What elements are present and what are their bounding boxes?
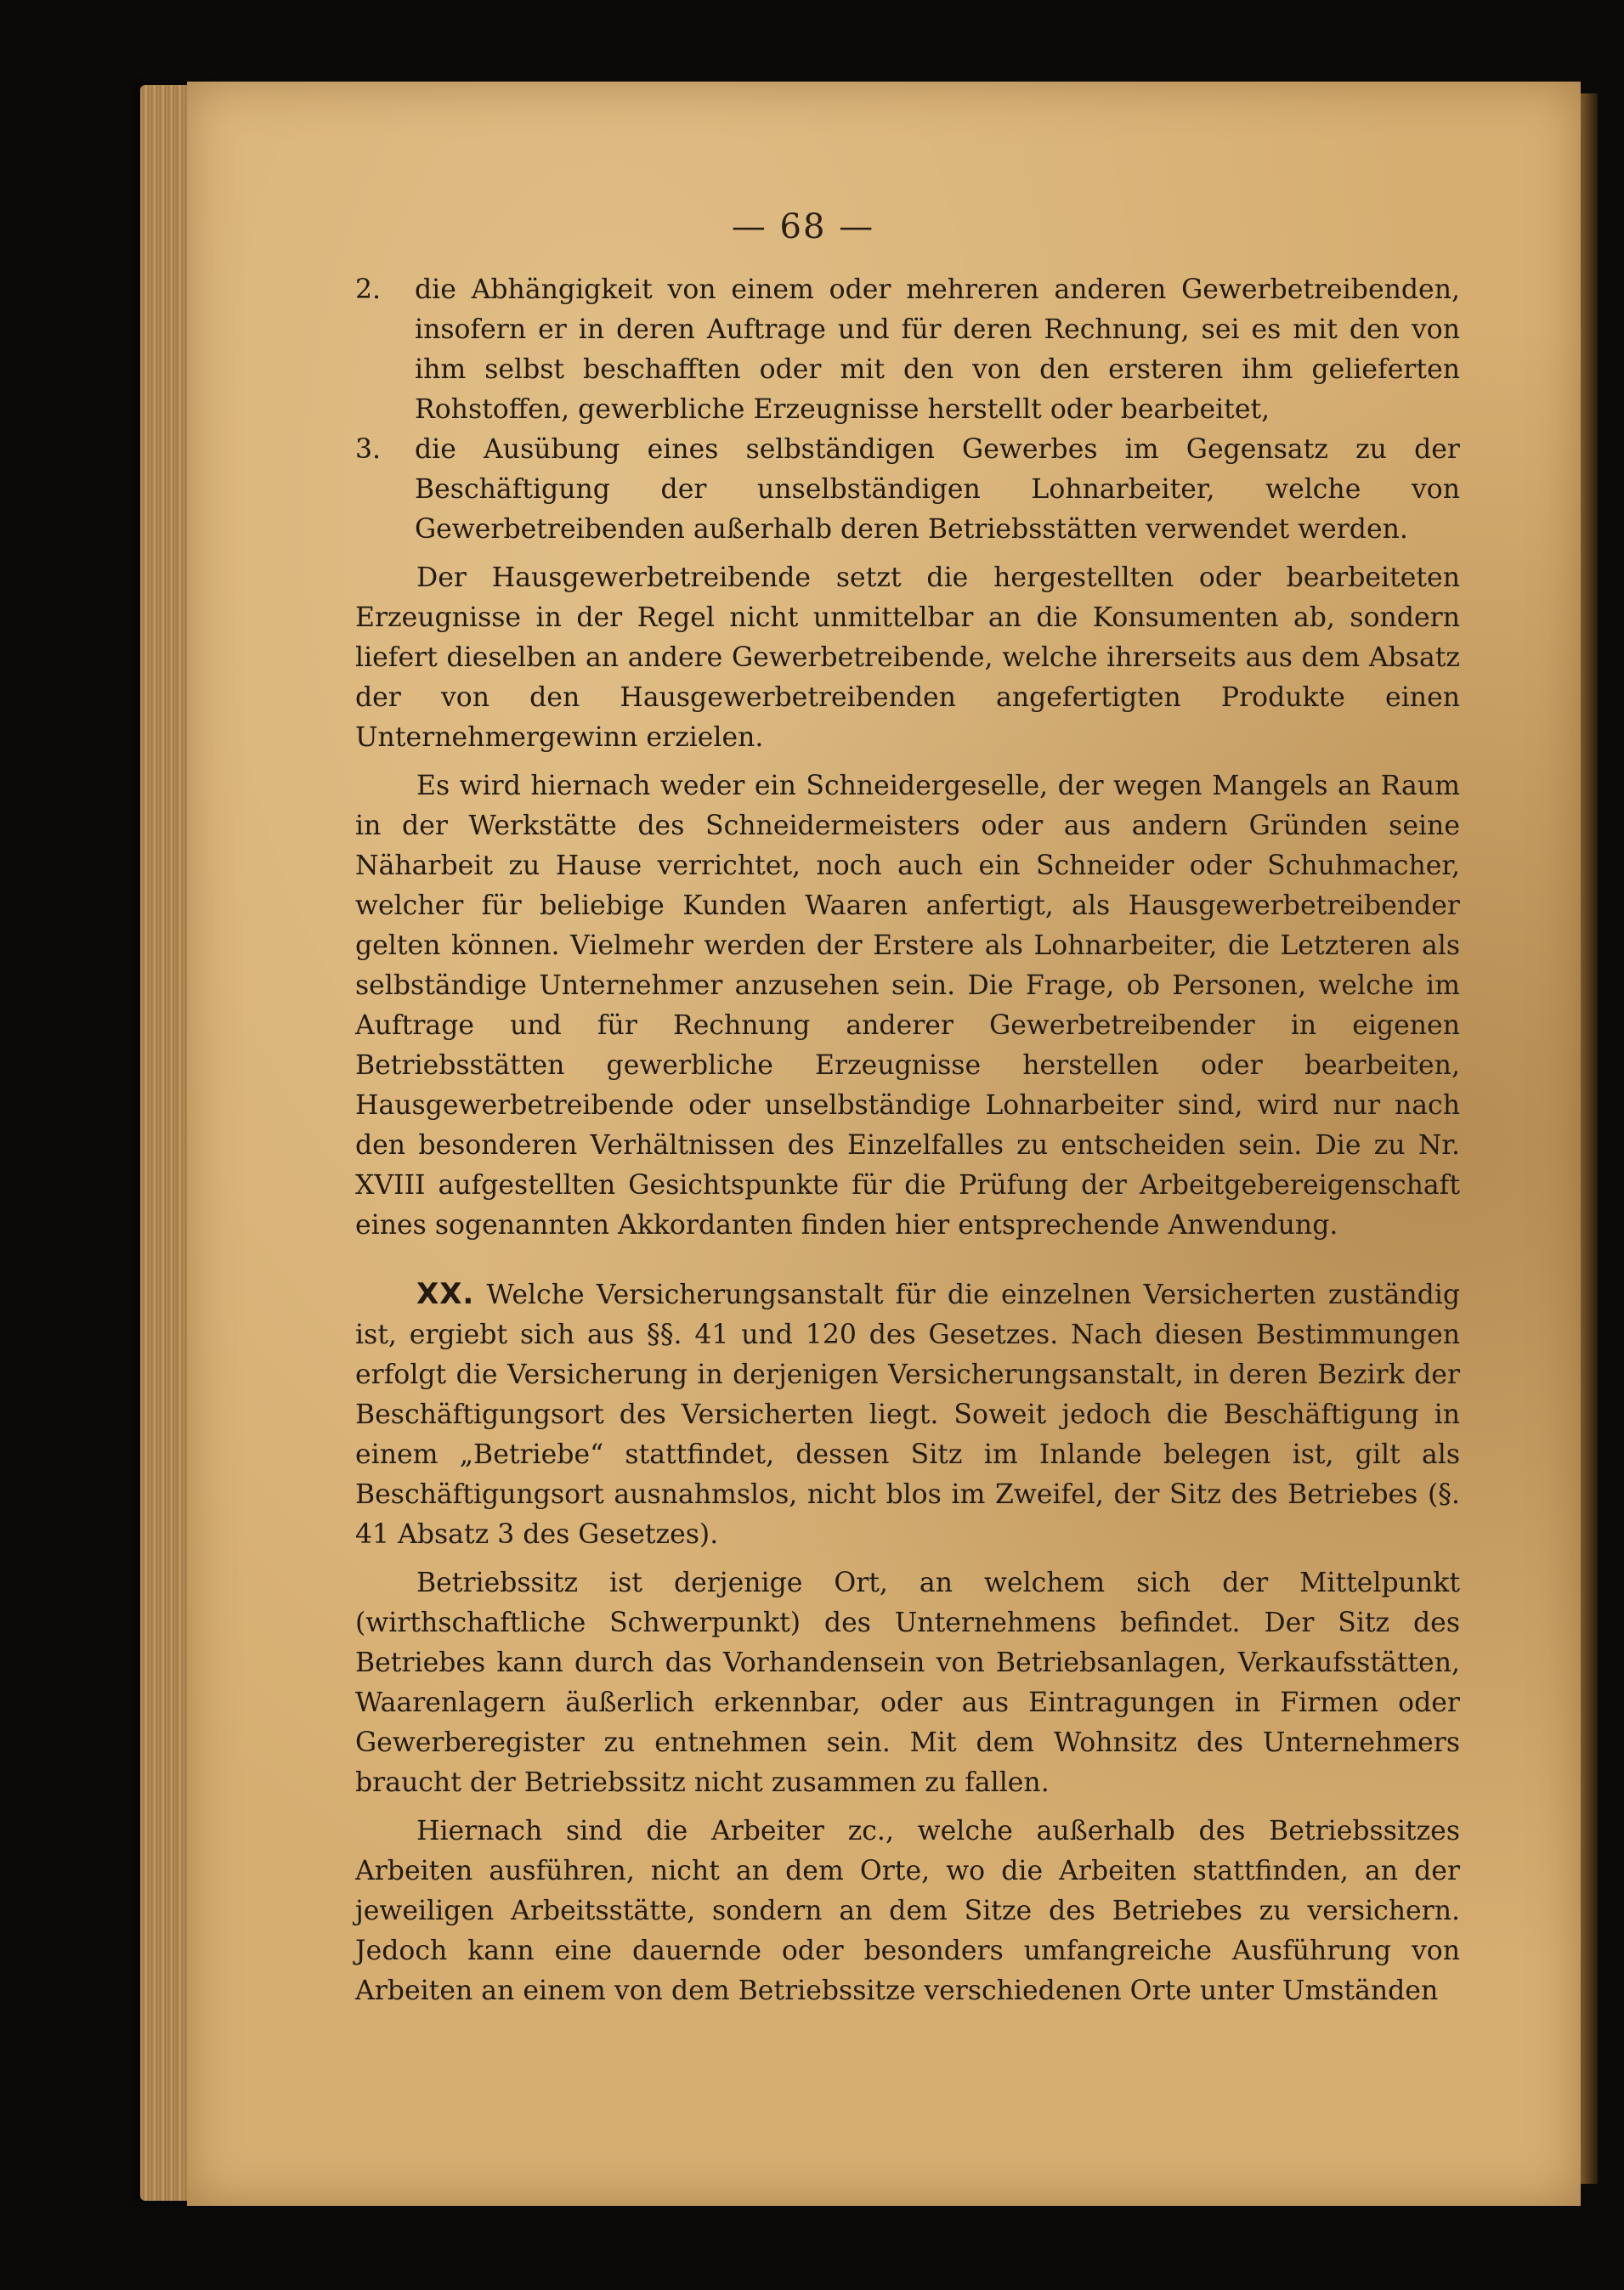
list-item (355, 270, 1460, 430)
section-label: XX. (416, 1277, 475, 1311)
section-xx-text: Welche Versicherungsanstalt für die einzelnen Versicherten zuständig ist, ergiebt sich aus §§. 41 und 120 des Gesetzes. Nach diesen Bestimmungen erfolgt die Versicherung in derjenigen Versicherungsanstalt, in deren Bezirk der Beschäftigungsort des Versicherten liegt. Soweit jedoch die Beschäftigung in einem „Betriebe“ stattfindet, dessen Sitz im Inlande belegen ist, gilt als Beschäftigungsort ausnahmslos, nicht blos im Zweifel, der Sitz des Betriebes (§. 41 Absatz 3 des Gesetzes). (355, 1280, 1461, 1550)
page-body (355, 270, 1460, 2011)
list-item-number: 2. (355, 274, 382, 305)
paragraph-hiernach: Hiernach sind die Arbeiter zc., welche außerhalb des Betriebssitzes Arbeiten ausführen, nicht an dem Orte, wo die Arbeiten stattfinden, an der jeweiligen Arbeitsstätte, sondern an dem Sitze des Betriebes zu versichern. Jedoch kann eine dauernde oder besonders umfangreiche Ausführung von Arbeiten an einem von dem Betriebssitze verschiedenen Orte unter Umständen (355, 1816, 1460, 2006)
list-item-text: die Ausübung eines selbständigen Gewerbes im Gegensatz zu der Beschäftigung der unselbständigen Lohnarbeiter, welche von Gewerbetreibenden außerhalb deren Betriebsstätten verwendet werden. (415, 434, 1460, 545)
paragraph-betriebssitz: Betriebssitz ist derjenige Ort, an welchem sich der Mittelpunkt (wirthschaftliche Schwerpunkt) des Unternehmens befindet. Der Sitz des Betriebes kann durch das Vorhandensein von Betriebsanlagen, Verkaufsstätten, Waarenlagern äußerlich erkennbar, oder aus Eintragungen in Firmen oder Gewerberegister zu entnehmen sein. Mit dem Wohnsitz des Unternehmers braucht der Betriebssitz nicht zusammen zu fallen. (355, 1568, 1460, 1798)
paragraph-schneidergeselle: Es wird hiernach weder ein Schneidergeselle, der wegen Mangels an Raum in der Werkstätte des Schneidermeisters oder aus andern Gründen seine Näharbeit zu Hause verrichtet, noch auch ein Schneider oder Schuhmacher, welcher für beliebige Kunden Waaren anfertigt, als Hausgewerbetreibender gelten können. Vielmehr werden der Erstere als Lohnarbeiter, die Letzteren als selbständige Unternehmer anzusehen sein. Die Frage, ob Personen, welche im Auftrage und für Rechnung anderer Gewerbetreibender in eigenen Betriebsstätten gewerbliche Erzeugnisse herstellen oder bearbeiten, Hausgewerbetreibende oder unselbständige Lohnarbeiter sind, wird nur nach den besonderen Verhältnissen des Einzelfalles zu entscheiden sein. Die zu Nr. XVIII aufgestellten Gesichtspunkte für die Prüfung der Arbeitgebereigenschaft eines sogenannten Akkordanten finden hier entsprechende Anwendung. (355, 771, 1460, 1241)
list-item-text: die Abhängigkeit von einem oder mehreren anderen Gewerbetreibenden, insofern er in deren Auftrage und für deren Rechnung, sei es mit den von ihm selbst beschafften oder mit den von den ersteren ihm gelieferten Rohstoffen, gewerbliche Erzeugnisse herstellt oder bearbeitet, (415, 274, 1460, 425)
page-number: — 68 — (731, 207, 875, 246)
list-item-number: 3. (355, 434, 382, 465)
book-page (187, 82, 1581, 2206)
paragraph-hausgewerbetreibende: Der Hausgewerbetreibende setzt die hergestellten oder bearbeiteten Erzeugnisse in der Regel nicht unmittelbar an die Konsumenten ab, sondern liefert dieselben an andere Gewerbetreibende, welche ihrerseits aus dem Absatz der von den Hausgewerbetreibenden angefertigten Produkte einen Unternehmergewinn erzielen. (355, 563, 1460, 753)
list-item (355, 430, 1460, 550)
paragraph-section-xx (355, 1275, 1460, 1555)
